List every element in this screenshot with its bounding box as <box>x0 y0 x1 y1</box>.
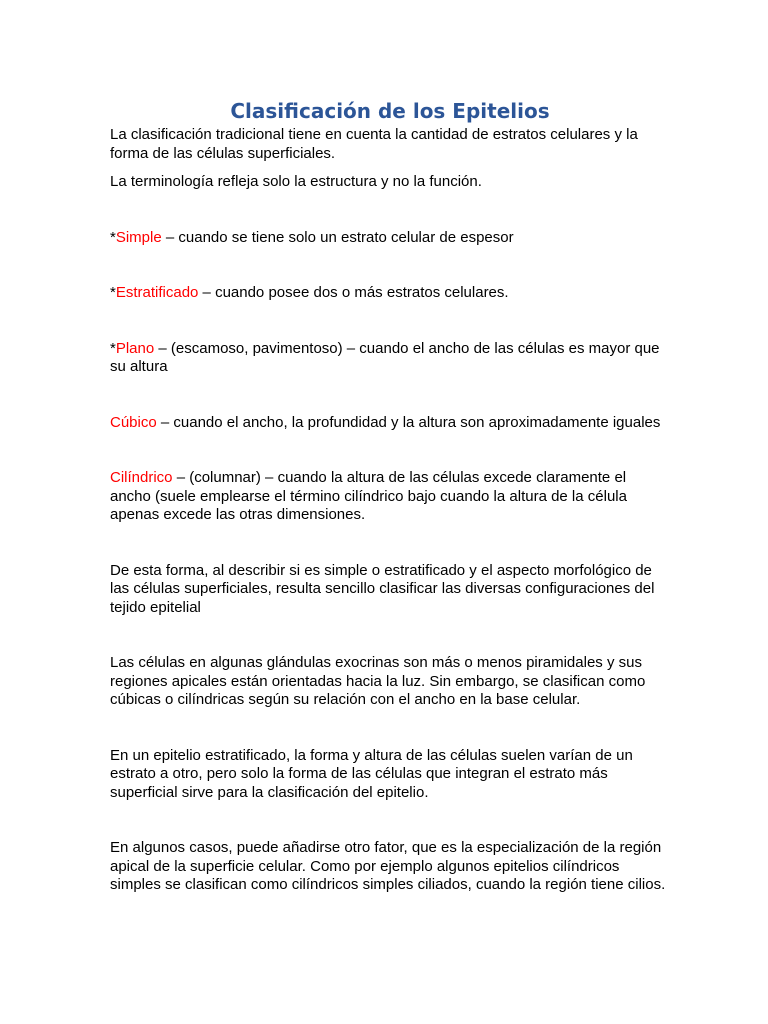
term-definition: – cuando se tiene solo un estrato celular de espesor <box>161 228 514 246</box>
term-estratificado <box>110 284 670 303</box>
document-page <box>110 98 670 895</box>
term-label: Simple <box>115 228 162 246</box>
term-prefix: * <box>110 284 116 301</box>
term-prefix: * <box>110 339 116 357</box>
term-plano <box>110 340 670 377</box>
body-paragraph: De esta forma, al describir si es simple o estratificado y el aspecto morfológico de las células superficiales, resulta sencillo clasificar las diversas configuraciones del tejido epitelial <box>110 561 655 616</box>
term-cilindrico <box>110 469 670 525</box>
term-definition: – (columnar) – cuando la altura de las células excede claramente el ancho (suele emplearse el término cilíndrico bajo cuando la altura de la célula apenas excede las otras dimensiones. <box>110 469 627 523</box>
term-prefix: * <box>110 228 116 246</box>
intro-paragraph-1: La clasificación tradicional tiene en cuenta la cantidad de estratos celulares y la forma de las células superficiales. <box>110 126 638 162</box>
term-label: Estratificado <box>115 284 199 301</box>
term-label: Cúbico <box>110 413 157 431</box>
term-definition: – cuando el ancho, la profundidad y la altura son aproximadamente iguales <box>156 413 661 431</box>
term-simple <box>110 229 670 248</box>
body-paragraph: En un epitelio estratificado, la forma y altura de las células suelen varían de un estrato a otro, pero solo la forma de las células que integran el estrato más superficial sirve para la clasificación del epitelio. <box>110 746 633 801</box>
body-paragraph: Las células en algunas glándulas exocrinas son más o menos piramidales y sus regiones apicales están orientadas hacia la luz. Sin embargo, se clasifican como cúbicas o cilíndricas según su relación con el ancho en la base celular. <box>110 654 646 708</box>
document-title: Clasificación de los Epitelios <box>230 99 550 123</box>
term-label: Cilíndrico <box>110 469 173 486</box>
term-definition: – cuando posee dos o más estratos celulares. <box>198 284 509 301</box>
term-definition: – (escamoso, pavimentoso) – cuando el ancho de las células es mayor que su altura <box>110 339 660 375</box>
term-label: Plano <box>115 339 155 357</box>
intro-paragraph-2: La terminología refleja solo la estructura y no la función. <box>110 173 482 190</box>
term-cubico <box>110 414 670 433</box>
body-paragraph: En algunos casos, puede añadirse otro fator, que es la especialización de la región apical de la superficie celular. Como por ejemplo algunos epitelios cilíndricos simples se clasifican como cilíndricos simples ciliados, cuando la región tiene cilios. <box>110 839 666 893</box>
